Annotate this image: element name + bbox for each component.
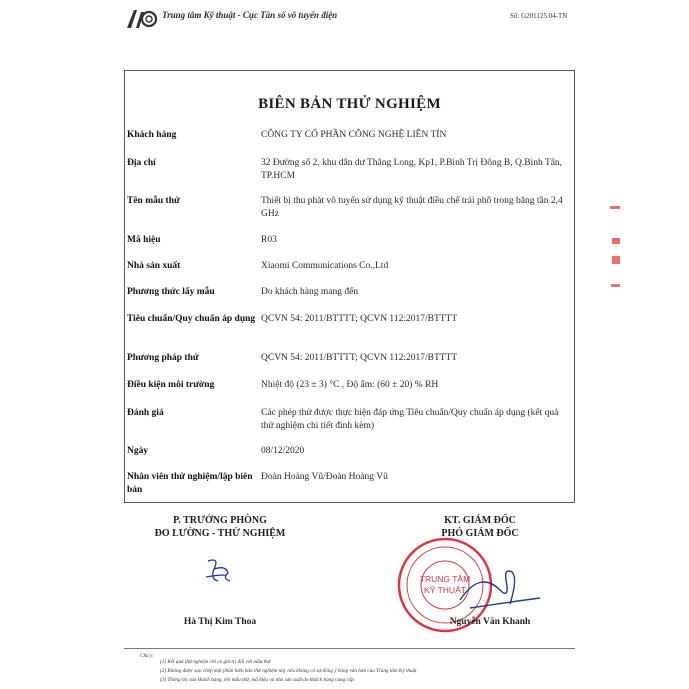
field-label: Địa chỉ — [127, 158, 156, 168]
field-label: Điều kiện môi trường — [127, 380, 215, 390]
right-title-line-2: PHÓ GIÁM ĐỐC — [441, 528, 519, 539]
field-value: CÔNG TY CỔ PHẦN CÔNG NGHỆ LIÊN TÍN — [261, 130, 447, 140]
organization-name: Trung tâm Kỹ thuật - Cục Tần số vô tuyến điện — [162, 10, 338, 20]
field-label: Ngày — [127, 446, 149, 456]
notes-title: Chú ý: — [140, 653, 154, 659]
field-value: Do khách hàng mang đến — [261, 287, 359, 297]
field-value: Thiết bị thu phát vô tuyến sử dụng kỹ thuật điều chế trải phổ trong băng tần 2,4 GHz — [261, 196, 563, 219]
field-label: Đánh giá — [127, 408, 164, 418]
note-item: (2) Không được sao chép một phần biên bản thử nghiệm này nếu không có sự đồng ý bằng văn bản của Trung tâm Kỹ thuật — [160, 668, 417, 674]
field-value: 32 Đường số 2, khu dân dư Thăng Long, Kp1, P.Bình Trị Đông B, Q.Bình Tân, TP.HCM — [261, 158, 563, 181]
document-number: Số: G201125.04-TN — [510, 12, 568, 20]
left-signatory-title — [150, 514, 290, 540]
field-value: R03 — [261, 235, 277, 245]
right-title-line-1: KT. GIÁM ĐỐC — [444, 515, 516, 526]
report-frame — [124, 70, 575, 503]
left-title-line-2: ĐO LƯỜNG - THỬ NGHIỆM — [154, 528, 286, 539]
organization-logo — [124, 8, 158, 30]
field-label: Nhân viên thử nghiệm/lập biên bản — [127, 472, 253, 495]
field-label: Mã hiệu — [127, 235, 161, 245]
field-value: Các phép thử được thực hiện đáp ứng Tiêu chuẩn/Quy chuẩn áp dụng (kết quả thử nghiệm chi tiết đính kèm) — [261, 408, 559, 431]
left-title-line-1: P. TRƯỞNG PHÒNG — [173, 515, 267, 526]
note-item: (1) Kết quả thử nghiệm chỉ có giá trị đối với mẫu thử — [160, 659, 271, 665]
field-value: QCVN 54: 2011/BTTTT; QCVN 112:2017/BTTTT — [261, 353, 458, 363]
stamp-text-line-1: TRUNG TÂM — [419, 574, 471, 584]
left-signatory-name: Hà Thị Kim Thoa — [183, 617, 257, 627]
left-handwritten-signature — [200, 555, 240, 587]
adjacent-page-edge — [608, 200, 622, 300]
notes-section — [124, 648, 575, 689]
field-label: Phương thức lấy mẫu — [127, 287, 215, 297]
field-value: Đoàn Hoàng Vũ/Đoàn Hoàng Vũ — [261, 472, 388, 482]
field-value: 08/12/2020 — [261, 446, 305, 456]
field-value: QCVN 54: 2011/BTTTT; QCVN 112:2017/BTTTT — [261, 314, 458, 324]
field-label: Tên mẫu thử — [127, 196, 180, 206]
field-value: Nhiệt độ (23 ± 3) °C , Độ ẩm: (60 ± 20) % RH — [261, 380, 439, 390]
field-value: Xiaomi Communications Co.,Ltd — [261, 261, 389, 271]
field-label: Khách hàng — [127, 130, 177, 140]
field-label: Phương pháp thử — [127, 353, 199, 363]
field-label: Nhà sản xuất — [127, 261, 181, 271]
report-title: BIÊN BẢN THỬ NGHIỆM — [258, 96, 441, 112]
note-item: (3) Thông tin của khách hàng, tên mẫu thử, mã hiệu và nhà sản xuất do khách hàng cung cấp — [160, 677, 355, 683]
stamp-text-line-2: KỸ THUẬT — [424, 585, 466, 595]
right-signatory-name: Nguyễn Văn Khanh — [449, 617, 531, 627]
field-label: Tiêu chuẩn/Quy chuẩn áp dụng — [127, 314, 256, 324]
right-handwritten-signature — [440, 560, 550, 620]
